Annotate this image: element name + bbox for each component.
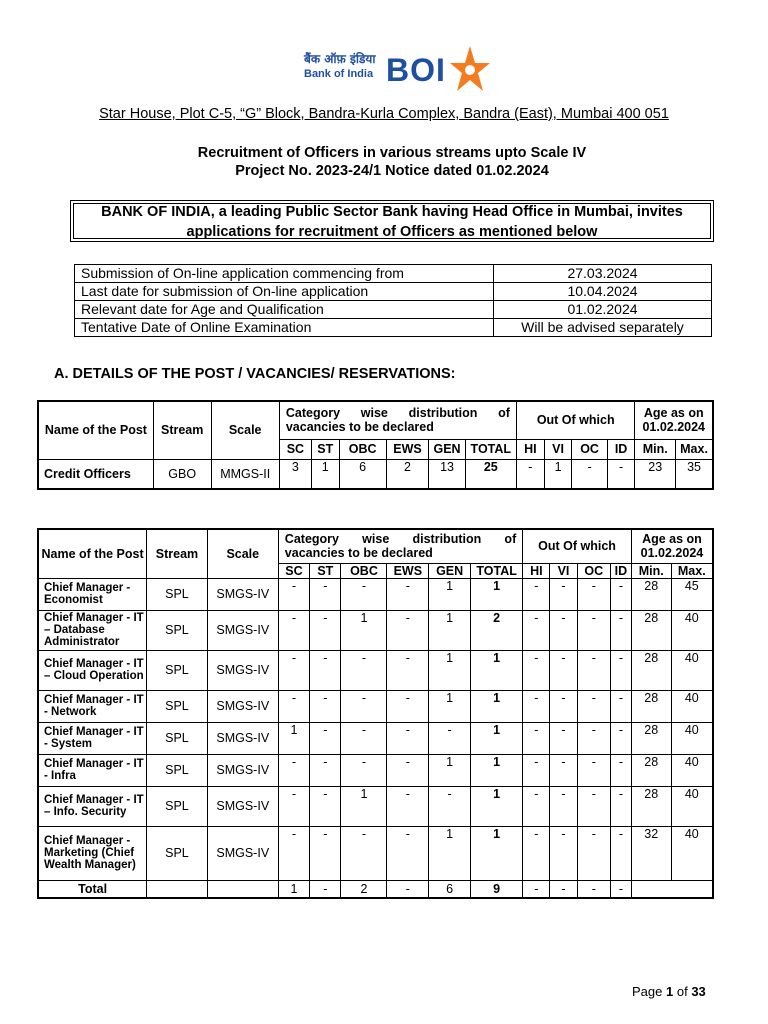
table-row [38,690,713,722]
stream: SPL [147,754,208,786]
footer-total-pages: 33 [691,984,706,999]
value-min: 32 [631,826,671,880]
value-st: - [310,610,341,650]
date-value: 10.04.2024 [494,283,712,301]
header-scale: Scale [211,401,279,459]
value-max: 45 [671,578,713,610]
value-max: 40 [671,610,713,650]
bank-of-india-logo [300,44,492,100]
value-ews: - [387,650,429,690]
header-col-max: Max. [676,439,713,459]
notice-title: Recruitment of Officers in various streams upto Scale IV [197,145,587,161]
header-out-of-which: Out Of which [516,401,635,439]
value-max: 40 [671,786,713,826]
value-id: - [607,459,635,489]
value-id: - [610,786,631,826]
date-value: 01.02.2024 [494,301,712,319]
value-max: 40 [671,690,713,722]
post-name: Chief Manager - IT – Database Administrator [38,610,147,650]
table-row [38,786,713,826]
value-obc: - [341,578,387,610]
value-sc: - [278,690,309,722]
total-ews: - [387,880,429,898]
value-hi: - [523,650,550,690]
header-col-sc: SC [278,563,309,578]
total-id: - [610,880,631,898]
post-name: Chief Manager - Economist [38,578,147,610]
header-age-line2: 01.02.2024 [640,546,704,561]
header-col-oc: OC [577,563,610,578]
header-col-vi: VI [544,439,572,459]
header-age-line2: 01.02.2024 [642,420,706,435]
header-post-name: Name of the Post [38,401,153,459]
value-sc: 3 [279,459,311,489]
value-oc: - [577,754,610,786]
header-col-oc: OC [572,439,607,459]
value-ews: - [387,786,429,826]
value-max: 35 [676,459,713,489]
header-col-min: Min. [635,439,676,459]
dates-row [75,301,712,319]
value-vi: - [550,722,577,754]
value-min: 28 [631,786,671,826]
header-col-ews: EWS [386,439,429,459]
intro-line-1: BANK OF INDIA, a leading Public Sector Bank having Head Office in Mumbai, invites [101,204,683,220]
value-hi: - [523,786,550,826]
header-row [38,401,713,439]
scale: SMGS-IV [207,786,278,826]
value-min: 28 [631,722,671,754]
value-gen: 13 [429,459,465,489]
table-row [38,650,713,690]
intro-line-2: applications for recruitment of Officers as mentioned below [186,224,598,240]
header-col-hi: HI [523,563,550,578]
total-hi: - [523,880,550,898]
dates-row [75,283,712,301]
value-min: 28 [631,578,671,610]
value-sc: - [278,650,309,690]
value-max: 40 [671,826,713,880]
value-obc: 1 [341,786,387,826]
value-min: 23 [635,459,676,489]
value-oc: - [572,459,607,489]
scale: SMGS-IV [207,650,278,690]
header-age-line1: Age as on [643,406,704,421]
value-hi: - [523,690,550,722]
header-out-of-which: Out Of which [523,529,632,563]
scale: SMGS-IV [207,690,278,722]
value-obc: - [341,650,387,690]
value-obc: 1 [341,610,387,650]
header-col-st: ST [310,563,341,578]
value-ews: - [387,722,429,754]
value-total: 1 [471,650,523,690]
head-office-address: Star House, Plot C-5, “G” Block, Bandra-Kurla Complex, Bandra (East), Mumbai 400 051 [99,106,669,122]
stream: SPL [147,690,208,722]
logo-boi-mark: BOI [386,52,446,88]
stream: SPL [147,610,208,650]
value-vi: 1 [544,459,572,489]
header-category-line1: Category wise distribution of [284,532,517,547]
table-row [38,754,713,786]
scale: SMGS-IV [207,610,278,650]
value-max: 40 [671,650,713,690]
value-st: - [310,754,341,786]
value-oc: - [577,722,610,754]
value-hi: - [523,826,550,880]
total-empty-stream [147,880,208,898]
value-st: - [310,578,341,610]
value-vi: - [550,826,577,880]
total-sc: 1 [278,880,309,898]
header-col-gen: GEN [429,439,465,459]
header-col-id: ID [607,439,635,459]
value-gen: 1 [429,610,471,650]
scale: SMGS-IV [207,578,278,610]
value-hi: - [516,459,544,489]
value-st: - [310,786,341,826]
value-id: - [610,650,631,690]
header-col-id: ID [610,563,631,578]
value-oc: - [577,786,610,826]
total-label: Total [38,880,147,898]
value-ews: - [387,578,429,610]
table-row [38,722,713,754]
value-gen: 1 [429,650,471,690]
header-scale: Scale [207,529,278,578]
total-empty-scale [207,880,278,898]
post-name: Chief Manager - IT – Info. Security [38,786,147,826]
value-id: - [610,578,631,610]
value-id: - [610,690,631,722]
notice-project-number: Project No. 2023-24/1 Notice dated 01.02.2024 [235,163,549,179]
value-ews: 2 [386,459,429,489]
value-id: - [610,754,631,786]
footer-of-word: of [676,984,688,999]
table-row [38,578,713,610]
value-gen: - [429,786,471,826]
date-value: 27.03.2024 [494,265,712,283]
scale: SMGS-IV [207,754,278,786]
date-value: Will be advised separately [494,319,712,337]
value-obc: - [341,690,387,722]
value-gen: 1 [429,826,471,880]
value-gen: 1 [429,754,471,786]
post-name: Chief Manager - Marketing (Chief Wealth Manager) [38,826,147,880]
table-row [38,459,713,489]
header-category [278,529,522,563]
header-col-max: Max. [671,563,713,578]
header-stream: Stream [153,401,211,459]
value-oc: - [577,578,610,610]
value-oc: - [577,690,610,722]
total-obc: 2 [341,880,387,898]
header-col-gen: GEN [429,563,471,578]
star-logo-icon [450,44,490,96]
intro-box [70,200,714,242]
value-vi: - [550,650,577,690]
header-category-line2: vacancies to be declared [285,420,434,435]
post-name: Chief Manager - IT - System [38,722,147,754]
logo-english-text: Bank of India [304,68,374,80]
total-row [38,880,713,898]
value-min: 28 [631,610,671,650]
header-col-obc: OBC [341,563,387,578]
value-ews: - [387,610,429,650]
header-category [279,401,516,439]
value-total: 2 [471,610,523,650]
value-sc: - [278,786,309,826]
value-max: 40 [671,754,713,786]
value-sc: 1 [278,722,309,754]
header-row [38,529,713,563]
stream: SPL [147,578,208,610]
value-total: 1 [471,786,523,826]
total-st: - [310,880,341,898]
value-id: - [610,610,631,650]
value-oc: - [577,650,610,690]
value-total: 1 [471,826,523,880]
section-a-heading: A. DETAILS OF THE POST / VACANCIES/ RESERVATIONS: [54,366,456,382]
value-sc: - [278,754,309,786]
value-total: 1 [471,722,523,754]
value-sc: - [278,610,309,650]
header-col-total: TOTAL [471,563,523,578]
header-post-name: Name of the Post [38,529,147,578]
header-age [635,401,713,439]
total-total: 9 [471,880,523,898]
header-col-hi: HI [516,439,544,459]
value-total: 1 [471,690,523,722]
date-label: Relevant date for Age and Qualification [75,301,494,319]
value-ews: - [387,826,429,880]
value-max: 40 [671,722,713,754]
value-st: - [310,690,341,722]
value-total: 1 [471,754,523,786]
value-ews: - [387,754,429,786]
value-min: 28 [631,754,671,786]
value-min: 28 [631,690,671,722]
page-footer [632,984,706,999]
value-vi: - [550,690,577,722]
value-gen: 1 [429,690,471,722]
value-st: 1 [311,459,339,489]
value-hi: - [523,722,550,754]
value-obc: - [341,722,387,754]
header-col-vi: VI [550,563,577,578]
header-col-st: ST [311,439,339,459]
important-dates-table [74,264,712,337]
value-gen: - [429,722,471,754]
table-row [38,610,713,650]
total-oc: - [577,880,610,898]
date-label: Submission of On-line application commencing from [75,265,494,283]
total-vi: - [550,880,577,898]
value-obc: - [341,826,387,880]
header-col-sc: SC [279,439,311,459]
header-category-line2: vacancies to be declared [284,546,433,561]
value-id: - [610,722,631,754]
value-st: - [310,722,341,754]
value-id: - [610,826,631,880]
stream: SPL [147,786,208,826]
credit-officers-vacancy-table [37,400,714,490]
value-obc: 6 [339,459,386,489]
value-sc: - [278,578,309,610]
value-ews: - [387,690,429,722]
value-hi: - [523,754,550,786]
header-age-line1: Age as on [642,532,702,547]
post-name: Chief Manager - IT - Infra [38,754,147,786]
value-vi: - [550,578,577,610]
scale: SMGS-IV [207,826,278,880]
stream: SPL [147,826,208,880]
post-name: Chief Manager - IT - Network [38,690,147,722]
value-sc: - [278,826,309,880]
value-st: - [310,650,341,690]
value-oc: - [577,826,610,880]
chief-manager-vacancy-table [37,528,714,899]
value-vi: - [550,754,577,786]
dates-row [75,265,712,283]
table-row [38,826,713,880]
value-total: 25 [465,459,516,489]
post-name: Credit Officers [38,459,153,489]
dates-row [75,319,712,337]
header-col-ews: EWS [387,563,429,578]
value-hi: - [523,610,550,650]
scale: MMGS-II [211,459,279,489]
post-name: Chief Manager - IT – Cloud Operation [38,650,147,690]
scale: SMGS-IV [207,722,278,754]
total-gen: 6 [429,880,471,898]
value-min: 28 [631,650,671,690]
value-obc: - [341,754,387,786]
header-stream: Stream [147,529,208,578]
date-label: Last date for submission of On-line application [75,283,494,301]
value-vi: - [550,786,577,826]
value-hi: - [523,578,550,610]
logo-hindi-text: बैंक ऑफ़ इंडिया [304,52,376,66]
value-vi: - [550,610,577,650]
header-age [631,529,713,563]
stream: SPL [147,650,208,690]
value-oc: - [577,610,610,650]
date-label: Tentative Date of Online Examination [75,319,494,337]
value-st: - [310,826,341,880]
stream: GBO [153,459,211,489]
header-col-min: Min. [631,563,671,578]
stream: SPL [147,722,208,754]
value-gen: 1 [429,578,471,610]
header-col-total: TOTAL [465,439,516,459]
footer-page-word: Page [632,984,663,999]
header-category-line1: Category wise distribution of [285,406,510,421]
footer-page-number: 1 [666,984,674,999]
value-total: 1 [471,578,523,610]
header-col-obc: OBC [339,439,386,459]
